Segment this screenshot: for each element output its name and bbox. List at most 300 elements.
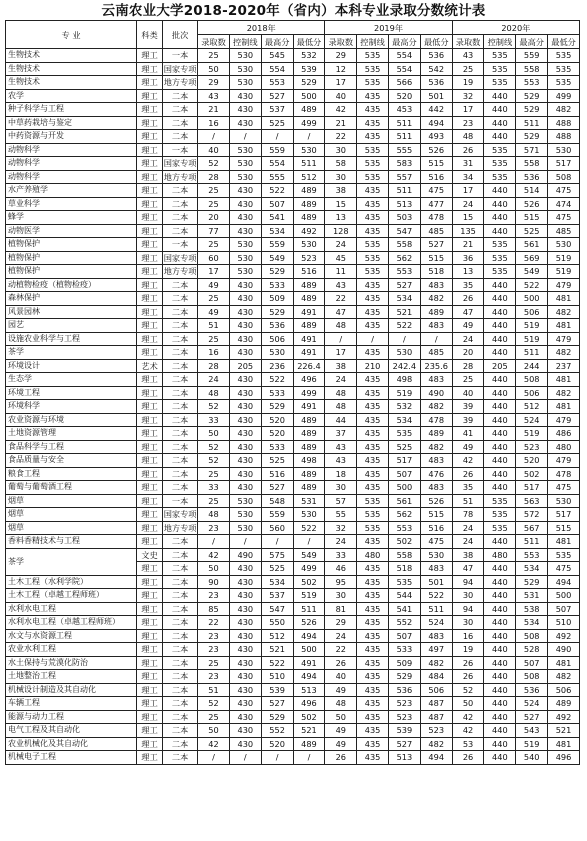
table-row [6, 157, 580, 171]
category-cell: 理工 [137, 454, 163, 468]
control-2018: 430 [229, 643, 261, 657]
admitted-2018: 48 [198, 386, 230, 400]
admitted-2018: 25 [198, 656, 230, 670]
min-2019: 235.6 [420, 359, 452, 373]
max-2018: 537 [261, 103, 293, 117]
control-2019: 435 [357, 319, 389, 333]
min-2020: 517 [548, 157, 580, 171]
control-2018: 205 [229, 359, 261, 373]
admitted-2019: 33 [325, 548, 357, 562]
major-cell: 植物保护 [6, 251, 137, 265]
major-cell: 机械设计制造及其自动化 [6, 683, 137, 697]
batch-cell: 国家专项 [163, 158, 197, 169]
max-2020: 517 [516, 481, 548, 495]
min-2020: 481 [548, 737, 580, 751]
table-row [6, 629, 580, 643]
admitted-2020: 42 [452, 710, 484, 724]
max-2018: 534 [261, 575, 293, 589]
admitted-2019: 48 [325, 400, 357, 414]
header-min-score: 最低分 [548, 35, 580, 49]
admitted-2019: 43 [325, 454, 357, 468]
batch-cell: 国家专项 [163, 63, 197, 74]
major-cell: 食品质量与安全 [6, 454, 137, 468]
min-2020: 496 [548, 751, 580, 765]
page-title: 云南农业大学2018-2020年（省内）本科专业录取分数统计表 [101, 3, 486, 19]
max-2019: 541 [389, 602, 421, 616]
min-2019: 515 [420, 157, 452, 171]
control-2018: 430 [229, 710, 261, 724]
major-cell: 环境科学 [6, 400, 137, 414]
control-2018: 430 [229, 737, 261, 751]
max-2018: 520 [261, 427, 293, 441]
min-2019: 442 [420, 103, 452, 117]
control-2020: 440 [484, 454, 516, 468]
category-cell: 理工 [137, 697, 163, 711]
admitted-2018: 51 [198, 683, 230, 697]
min-2018: 489 [293, 184, 325, 198]
max-2018: 530 [261, 346, 293, 360]
admitted-2019: 22 [325, 292, 357, 306]
max-2019: 536 [389, 683, 421, 697]
max-2018: 525 [261, 562, 293, 576]
table-row [6, 319, 580, 333]
control-2019: 435 [357, 670, 389, 684]
max-2020: 529 [516, 575, 548, 589]
control-2018: 430 [229, 656, 261, 670]
control-2018: 530 [229, 170, 261, 184]
max-2019: 520 [389, 89, 421, 103]
min-2019: 526 [420, 494, 452, 508]
max-2020: 514 [516, 184, 548, 198]
control-2018: 430 [229, 116, 261, 130]
max-2018: 529 [261, 305, 293, 319]
admitted-2018: 25 [198, 467, 230, 481]
control-2020: 440 [484, 373, 516, 387]
admitted-2020: 25 [452, 62, 484, 76]
min-2018: 529 [293, 76, 325, 90]
min-2020: 237 [548, 359, 580, 373]
min-2019: 542 [420, 62, 452, 76]
admitted-2020: 26 [452, 656, 484, 670]
max-2019: 523 [389, 710, 421, 724]
max-2019: 554 [389, 62, 421, 76]
control-2019: 535 [357, 238, 389, 252]
batch-cell: 二本 [163, 184, 198, 198]
admitted-2018: 49 [198, 305, 230, 319]
admitted-2019: 48 [325, 386, 357, 400]
admitted-2018: 23 [198, 629, 230, 643]
admitted-2018: 42 [198, 737, 230, 751]
admitted-2020: 47 [452, 305, 484, 319]
batch-cell: 一本 [163, 143, 198, 157]
admitted-2018: 52 [198, 157, 230, 171]
admitted-2019: 29 [325, 49, 357, 63]
control-2020: 440 [484, 589, 516, 603]
admitted-2018: 25 [198, 197, 230, 211]
admitted-2020: 20 [452, 346, 484, 360]
min-2018: 511 [293, 602, 325, 616]
max-2018: / [261, 751, 293, 765]
admitted-2018: 77 [198, 224, 230, 238]
control-2020: 535 [484, 49, 516, 63]
max-2019: 558 [389, 238, 421, 252]
min-2018: 226.4 [293, 359, 325, 373]
control-2018: 430 [229, 373, 261, 387]
admitted-2018: 23 [198, 521, 230, 535]
category-cell: 理工 [137, 427, 163, 441]
max-2020: 571 [516, 143, 548, 157]
batch-cell: 二本 [163, 467, 198, 481]
admitted-2019: 48 [325, 319, 357, 333]
max-2018: 521 [261, 643, 293, 657]
admitted-2019: 30 [325, 170, 357, 184]
max-2020: 515 [516, 211, 548, 225]
max-2019: 503 [389, 211, 421, 225]
category-cell: 理工 [137, 89, 163, 103]
major-cell: 烟草 [6, 521, 137, 535]
max-2019: 511 [389, 184, 421, 198]
control-2020: 440 [484, 427, 516, 441]
max-2019: 242.4 [389, 359, 421, 373]
control-2020: 440 [484, 656, 516, 670]
min-2018: 491 [293, 656, 325, 670]
min-2019: 526 [420, 143, 452, 157]
admitted-2020: 35 [452, 278, 484, 292]
table-row [6, 508, 580, 522]
control-2019: 435 [357, 305, 389, 319]
max-2020: 527 [516, 710, 548, 724]
control-2020: 440 [484, 89, 516, 103]
max-2018: 547 [261, 602, 293, 616]
major-cell: 能源与动力工程 [6, 710, 137, 724]
max-2019: 539 [389, 724, 421, 738]
max-2020: 508 [516, 629, 548, 643]
control-2019: 435 [357, 751, 389, 765]
max-2019: 554 [389, 49, 421, 63]
max-2020: 569 [516, 251, 548, 265]
table-row [6, 602, 580, 616]
admitted-2019: 26 [325, 656, 357, 670]
control-2019: 435 [357, 103, 389, 117]
max-2018: 559 [261, 143, 293, 157]
min-2020: 481 [548, 319, 580, 333]
admitted-2020: 39 [452, 413, 484, 427]
max-2020: 572 [516, 508, 548, 522]
category-cell: 理工 [137, 170, 163, 184]
max-2018: 529 [261, 710, 293, 724]
admitted-2019: 45 [325, 251, 357, 265]
min-2018: 496 [293, 697, 325, 711]
table-row [6, 197, 580, 211]
min-2018: 531 [293, 494, 325, 508]
max-2020: 558 [516, 157, 548, 171]
admitted-2018: 43 [198, 89, 230, 103]
control-2018: 490 [229, 548, 261, 562]
max-2018: 522 [261, 373, 293, 387]
batch-cell: 二本 [163, 697, 198, 711]
min-2020: 481 [548, 373, 580, 387]
min-2019: 497 [420, 643, 452, 657]
min-2020: 506 [548, 683, 580, 697]
table-row [6, 143, 580, 157]
min-2020: 519 [548, 265, 580, 279]
max-2020: 536 [516, 683, 548, 697]
control-2020: 440 [484, 629, 516, 643]
batch-cell: 一本 [163, 238, 198, 252]
max-2018: 536 [261, 319, 293, 333]
min-2020: 515 [548, 521, 580, 535]
min-2020: 492 [548, 629, 580, 643]
batch-cell: 地方专项 [163, 266, 197, 277]
admitted-2018: 24 [198, 373, 230, 387]
max-2018: 520 [261, 413, 293, 427]
max-2020: 531 [516, 589, 548, 603]
admitted-2018: 23 [198, 589, 230, 603]
table-row [6, 265, 580, 279]
min-2018: 494 [293, 629, 325, 643]
category-cell: 理工 [137, 724, 163, 738]
table-row [6, 535, 580, 549]
max-2018: 520 [261, 737, 293, 751]
category-cell: 理工 [137, 211, 163, 225]
table-row [6, 737, 580, 751]
max-2018: 527 [261, 697, 293, 711]
min-2020: 481 [548, 400, 580, 414]
header-max-score: 最高分 [261, 35, 293, 49]
table-row [6, 305, 580, 319]
control-2020: 440 [484, 710, 516, 724]
max-2020: 519 [516, 332, 548, 346]
admitted-2020: 43 [452, 49, 484, 63]
batch-cell: 二本 [163, 130, 198, 144]
control-2020: 440 [484, 386, 516, 400]
category-cell: 理工 [137, 481, 163, 495]
min-2020: 499 [548, 89, 580, 103]
max-2018: 554 [261, 157, 293, 171]
admitted-2020: 35 [452, 481, 484, 495]
table-row [6, 710, 580, 724]
category-cell: 艺术 [137, 359, 163, 373]
max-2020: 549 [516, 265, 548, 279]
major-cell: 森林保护 [6, 292, 137, 306]
batch-cell: 一本 [163, 49, 198, 63]
category-cell: 理工 [137, 737, 163, 751]
category-cell: 理工 [137, 346, 163, 360]
category-cell: 理工 [137, 251, 163, 265]
min-2018: 491 [293, 305, 325, 319]
control-2018: 430 [229, 670, 261, 684]
admitted-2019: 57 [325, 494, 357, 508]
max-2019: 527 [389, 278, 421, 292]
batch-cell: 二本 [163, 305, 198, 319]
min-2019: 483 [420, 629, 452, 643]
max-2020: 523 [516, 440, 548, 454]
admitted-2018: 28 [198, 359, 230, 373]
admitted-2018: 23 [198, 670, 230, 684]
control-2018: 430 [229, 224, 261, 238]
batch-cell: 二本 [163, 656, 198, 670]
min-2020: 481 [548, 656, 580, 670]
admitted-2019: 49 [325, 683, 357, 697]
header-major: 专 业 [6, 21, 137, 49]
admitted-2018: 17 [198, 265, 230, 279]
control-2020: 440 [484, 346, 516, 360]
control-2019: 435 [357, 481, 389, 495]
admitted-2020: 48 [452, 130, 484, 144]
control-2019: 535 [357, 265, 389, 279]
batch-cell: 二本 [163, 373, 198, 387]
table-row [6, 103, 580, 117]
table-row [6, 238, 580, 252]
control-2020: 440 [484, 319, 516, 333]
max-2018: 559 [261, 238, 293, 252]
min-2020: 475 [548, 184, 580, 198]
max-2018: 560 [261, 521, 293, 535]
max-2019: 507 [389, 467, 421, 481]
max-2020: 511 [516, 346, 548, 360]
major-cell: 动物科学 [6, 157, 137, 171]
category-cell: 理工 [137, 521, 163, 535]
min-2018: 489 [293, 197, 325, 211]
admitted-2020: 52 [452, 683, 484, 697]
min-2018: 522 [293, 521, 325, 535]
max-2019: 532 [389, 400, 421, 414]
min-2018: 521 [293, 724, 325, 738]
control-2020: 440 [484, 481, 516, 495]
batch-cell: 二本 [163, 710, 198, 724]
min-2019: 490 [420, 386, 452, 400]
admitted-2018: / [198, 535, 230, 549]
category-cell: 理工 [137, 400, 163, 414]
admitted-2020: 30 [452, 589, 484, 603]
batch-cell: 二本 [163, 346, 198, 360]
admitted-2019: 50 [325, 710, 357, 724]
min-2019: 478 [420, 413, 452, 427]
category-cell: 理工 [137, 440, 163, 454]
min-2020: 474 [548, 197, 580, 211]
major-cell: 车辆工程 [6, 697, 137, 711]
max-2019: 544 [389, 589, 421, 603]
table-row [6, 440, 580, 454]
table-row [6, 224, 580, 238]
major-cell: 中药资源与开发 [6, 130, 137, 144]
admitted-2018: 33 [198, 413, 230, 427]
control-2018: 430 [229, 346, 261, 360]
admitted-2019: 43 [325, 278, 357, 292]
admitted-2018: 20 [198, 211, 230, 225]
min-2018: 513 [293, 683, 325, 697]
control-2019: 435 [357, 373, 389, 387]
admitted-2020: 26 [452, 292, 484, 306]
admitted-2019: 30 [325, 143, 357, 157]
batch-cell: 二本 [163, 643, 198, 657]
category-cell: 理工 [137, 49, 163, 63]
admitted-2020: 42 [452, 454, 484, 468]
header-category: 科类 [137, 21, 163, 49]
header-admitted: 录取数 [452, 35, 484, 49]
max-2020: 506 [516, 386, 548, 400]
max-2018: 550 [261, 616, 293, 630]
control-2019: 535 [357, 143, 389, 157]
min-2019: 475 [420, 184, 452, 198]
header-year-2018: 2018年 [198, 21, 325, 35]
admitted-2018: 50 [198, 62, 230, 76]
admitted-2020: 94 [452, 602, 484, 616]
max-2018: 527 [261, 481, 293, 495]
min-2020: 475 [548, 562, 580, 576]
max-2019: 547 [389, 224, 421, 238]
max-2019: 555 [389, 143, 421, 157]
min-2020: 481 [548, 535, 580, 549]
control-2020: 440 [484, 616, 516, 630]
batch-cell: 二本 [163, 292, 198, 306]
admitted-2019: 29 [325, 616, 357, 630]
control-2020: 440 [484, 224, 516, 238]
control-2018: 530 [229, 508, 261, 522]
control-2018: 430 [229, 103, 261, 117]
min-2018: 489 [293, 440, 325, 454]
admitted-2020: 19 [452, 643, 484, 657]
max-2019: 553 [389, 265, 421, 279]
control-2020: 440 [484, 697, 516, 711]
category-cell: 文史 [137, 548, 163, 562]
max-2020: 553 [516, 548, 548, 562]
admitted-2018: 51 [198, 319, 230, 333]
max-2020: 529 [516, 89, 548, 103]
min-2019: 483 [420, 481, 452, 495]
min-2018: 489 [293, 481, 325, 495]
control-2019: 435 [357, 346, 389, 360]
control-2019: 435 [357, 589, 389, 603]
major-cell: 烟草 [6, 508, 137, 522]
admitted-2019: 55 [325, 508, 357, 522]
max-2020: 553 [516, 76, 548, 90]
min-2018: 532 [293, 49, 325, 63]
control-2019: 435 [357, 400, 389, 414]
max-2020: 511 [516, 535, 548, 549]
control-2018: 430 [229, 481, 261, 495]
max-2019: 498 [389, 373, 421, 387]
control-2020: 440 [484, 211, 516, 225]
min-2019: 476 [420, 467, 452, 481]
admitted-2019: 49 [325, 737, 357, 751]
control-2019: 435 [357, 710, 389, 724]
major-cell: 土木工程（卓越工程师班） [6, 589, 137, 603]
min-2018: 489 [293, 103, 325, 117]
control-2019: 435 [357, 116, 389, 130]
max-2018: 545 [261, 49, 293, 63]
admitted-2019: 37 [325, 427, 357, 441]
control-2018: 530 [229, 265, 261, 279]
control-2019: 435 [357, 440, 389, 454]
admitted-2018: 90 [198, 575, 230, 589]
admitted-2018: 33 [198, 481, 230, 495]
table-row [6, 589, 580, 603]
major-cell: 农学 [6, 89, 137, 103]
table-row [6, 494, 580, 508]
major-cell: 植物保护 [6, 238, 137, 252]
batch-cell: 二本 [163, 737, 198, 751]
admitted-2018: 21 [198, 103, 230, 117]
max-2018: 522 [261, 184, 293, 198]
control-2020: 440 [484, 116, 516, 130]
control-2020: 440 [484, 305, 516, 319]
admitted-2019: 95 [325, 575, 357, 589]
min-2020: 490 [548, 643, 580, 657]
min-2018: 491 [293, 346, 325, 360]
min-2020: 492 [548, 710, 580, 724]
admitted-2019: 11 [325, 265, 357, 279]
